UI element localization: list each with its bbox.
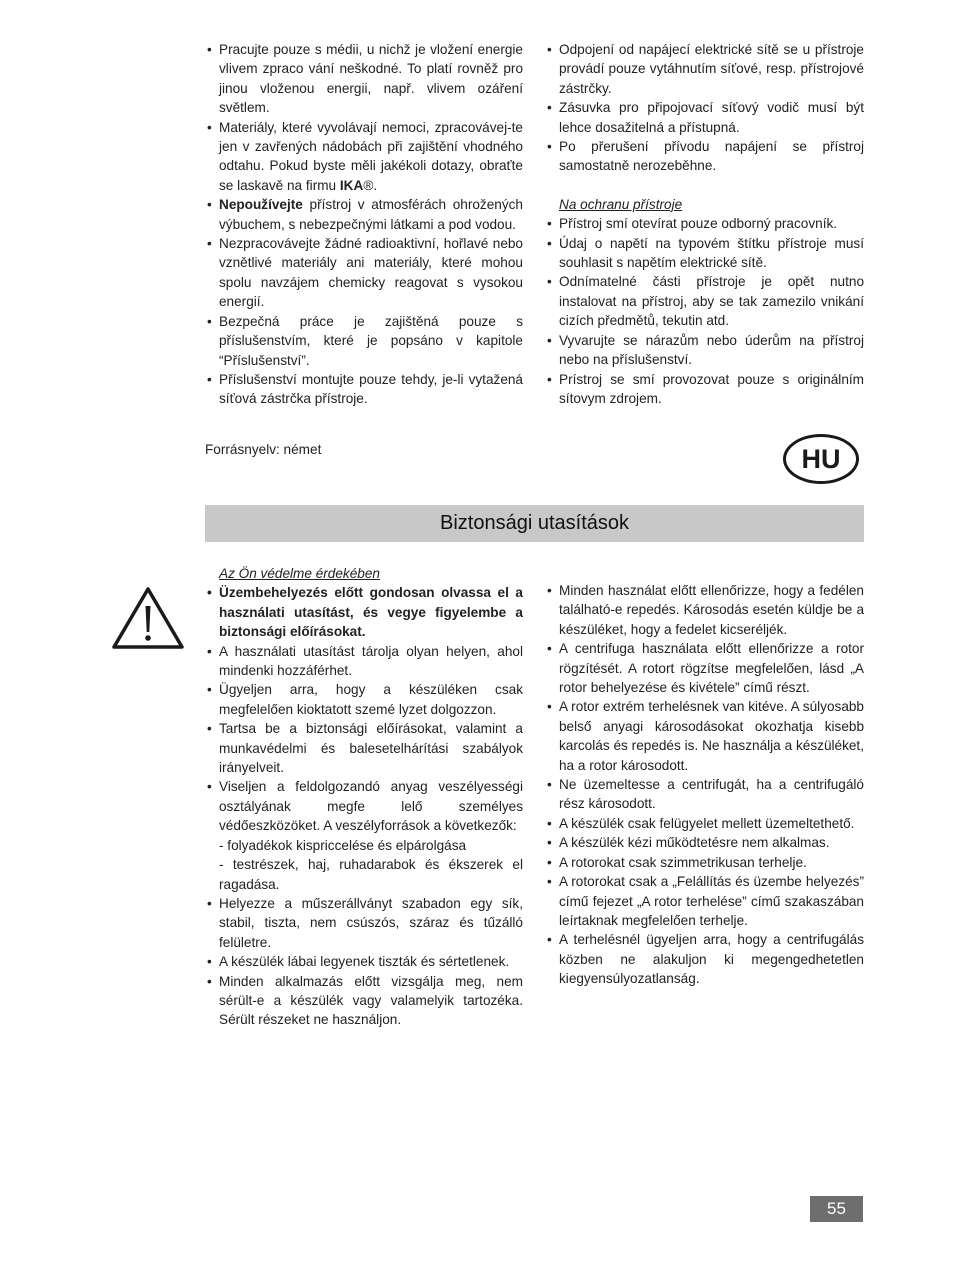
list-item: • A használati utasítást tárolja olyan helyen, ahol mindenki hozzáférhet.	[205, 642, 523, 681]
hu-left-column	[205, 564, 523, 1030]
subheading: Na ochranu přístroje	[559, 196, 683, 212]
list-item: • Ne üzemeltesse a centrifugát, ha a centrifugáló rész károsodott.	[545, 775, 864, 814]
warning-triangle-icon	[111, 586, 185, 650]
list-item: • Viseljen a feldolgozandó anyag veszélyességi osztályának megfe lelő személyes védőeszközöket. A veszélyforrások a következők:	[205, 777, 523, 835]
source-language-label: Forrásnyelv: német	[205, 442, 322, 457]
list-item: • Minden használat előtt ellenőrizze, hogy a fedélen található-e repedés. Károsodás esetén küldje be a készüléket, hogy a fedelet kicseréljék.	[545, 581, 864, 639]
cz-right-column	[545, 40, 864, 408]
list-item: • Přístroj smí otevírat pouze odborný pracovník.	[545, 214, 864, 233]
cz-left-column	[205, 40, 523, 409]
list-item: • A terhelésnél ügyeljen arra, hogy a centrifugálás közben ne alakuljon ki megengedhetetlen kiegyensúlyozatlanság.	[545, 930, 864, 988]
list-item: • Zásuvka pro připojovací síťový vodič musí být lehce dosažitelná a přístupná.	[545, 98, 864, 137]
list-item: • Helyezze a műszerállványt szabadon egy sík, stabil, tiszta, nem csúszós, száraz és tűzálló felületre.	[205, 894, 523, 952]
list-item: • Pracujte pouze s médii, u nichž je vložení energie vlivem zpraco vání neškodné. To platí rovněž pro jinou vloženou energii, např. vlivem ozáření světlem.	[205, 40, 523, 118]
list-item: • Příslušenství montujte pouze tehdy, je-li vytažená síťová zástrčka přístroje.	[205, 370, 523, 409]
list-item: • Nepoužívejte přístroj v atmosférách ohrožených výbuchem, s nebezpečnými látkami a pod vodou.	[205, 195, 523, 234]
list-item: • Odnímatelné části přístroje je opět nutno instalovat na přístroj, aby se tak zamezilo vnikání cizích předmětů, tekutin atd.	[545, 272, 864, 330]
list-item: • A készülék kézi működtetésre nem alkalmas.	[545, 833, 864, 852]
list-item: • A rotorokat csak a „Felállítás és üzembe helyezés” című fejezet „A rotor terhelése” című szakaszában leírtaknak megfelelően terhelje.	[545, 872, 864, 930]
list-item: • Odpojení od napájecí elektrické sítě se u přístroje provádí pouze vytáhnutím síťové, resp. přístrojové zástrčky.	[545, 40, 864, 98]
list-item: • Údaj o napětí na typovém štítku přístroje musí souhlasit s napětím elektrické sítě.	[545, 234, 864, 273]
list-item: • Materiály, které vyvolávají nemoci, zpracovávej-te jen v zavřených nádobách při zajištění vhodného odtahu. Pokud byste měli jakékoli dotazy, obraťte se laskavě na firmu IKA®.	[205, 118, 523, 196]
subheading: Az Ön védelme érdekében	[219, 566, 380, 581]
list-item: • A készülék csak felügyelet mellett üzemeltethető.	[545, 814, 864, 833]
language-badge: HU	[783, 434, 859, 484]
list-item: • Minden alkalmazás előtt vizsgálja meg, nem sérült-e a készülék vagy valamelyik tartozéka. Sérült részeket ne használjon.	[205, 972, 523, 1030]
list-subitem: - folyadékok kispriccelése és elpárolgása	[219, 837, 467, 853]
page-number: 55	[810, 1196, 863, 1222]
list-item: • A készülék lábai legyenek tiszták és sértetlenek.	[205, 952, 523, 971]
list-item: • A centrifuga használata előtt ellenőrizze a rotor rögzítését. A rotort rögzítse megfelelően, lásd „A rotor behelyezése és kivétele” című részt.	[545, 639, 864, 697]
list-item: • Üzembehelyezés előtt gondosan olvassa el a használati utasítást, és vegye figyelembe a biztonsági előírásokat.	[205, 583, 523, 641]
section-title-bar	[205, 505, 864, 542]
list-item: • Prístroj se smí provozovat pouze s originálním sítovym zdrojem.	[545, 370, 864, 409]
list-item: • Nezpracovávejte žádné radioaktivní, hořlavé nebo vznětlivé materiály ani materiály, které mohou spolu navzájem chemicky reagovat s vysokou energií.	[205, 234, 523, 312]
list-item: • Tartsa be a biztonsági előírásokat, valamint a munkavédelmi és balesetelhárítási szabályok irányelveit.	[205, 719, 523, 777]
section-title: Biztonsági utasítások	[440, 512, 629, 534]
list-item: • A rotor extrém terhelésnek van kitéve. A súlyosabb belső anyagi károsodásokat okozhatja kisebb karcolás és repedés is. Ne használja a készüléket, ha a rotor károsodott.	[545, 697, 864, 775]
list-item: • Vyvarujte se nárazům nebo úderům na přístroj nebo na příslušenství.	[545, 331, 864, 370]
list-item: • Bezpečná práce je zajištěná pouze s příslušenstvím, které je popsáno v kapitole “Příslušenství”.	[205, 312, 523, 370]
hu-right-column	[545, 581, 864, 989]
brand-name: IKA	[339, 177, 364, 193]
list-item: • Ügyeljen arra, hogy a készüléken csak megfelelően kioktatott szemé lyzet dolgozzon.	[205, 680, 523, 719]
list-subitem: - testrészek, haj, ruhadarabok és ékszerek el ragadása.	[219, 857, 523, 892]
list-item: • A rotorokat csak szimmetrikusan terhelje.	[545, 853, 864, 872]
list-item: • Po přerušení přívodu napájení se přístroj samostatně nerozeběhne.	[545, 137, 864, 176]
